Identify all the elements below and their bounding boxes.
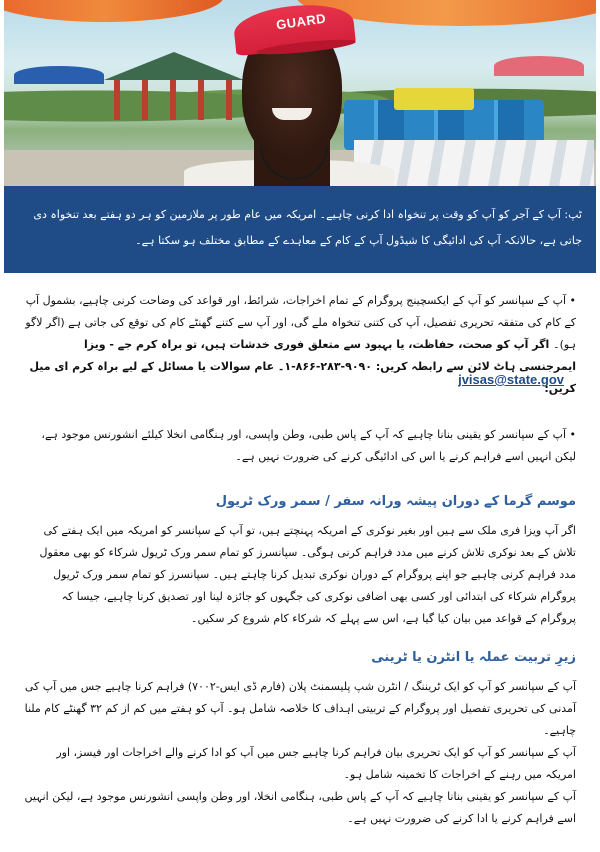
summer-work-travel-heading: موسم گرما کے دوران پیشہ ورانہ سفر / سمر ورک ٹریول (215, 494, 576, 509)
cap-label: GUARD (275, 10, 327, 33)
hotline-text: تو براہ کرم جے - ویزا ایمرجنسی ہاٹ لائن سے رابطہ کریں: ۹۰۹۰-۲۸۳-۸۶۶-۱۔ عام سوالات یا مسائل کے لیے براہ کرم ای میل کریں: (29, 338, 576, 395)
concerns-bold-text: اگر آپ کو صحت، حفاظت، یا بہبود سے متعلق فوری خدشات ہیں، (200, 338, 554, 351)
pink-umbrella (494, 56, 584, 76)
summer-work-travel-paragraph (24, 520, 576, 630)
person-smile (272, 108, 312, 120)
placement-plan-text: آپ کے سپانسر کو آپ کو ایک ٹریننگ / انٹرن شپ پلیسمنٹ پلان (فارم ڈی ایس-۷۰۰۲) فراہم کرنا چاہیے جس میں آپ کی آمدنی کی تحریری تفصیل اور پروگرام کے تربیتی اہداف کا خلاصہ شامل ہو۔ (24, 680, 576, 715)
gazebo-pillars (114, 80, 234, 120)
gazebo-roof (104, 52, 244, 80)
written-statement-paragraph: آپ کے سپانسر کو آپ کو ایک تحریری بیان فراہم کرنا چاہیے جس میں آپ کو ادا کرنے والے اخراجات اور فیسز، اور امریکہ میں رہنے کے اخراجات کا تخمینہ شامل ہو۔ (56, 746, 576, 781)
tip-text: ٹپ: آپ کے آجر کو آپ کو وقت پر تنخواہ ادا کرنی چاہیے۔ امریکہ میں عام طور پر ملازمین کو ہر دو ہفتے بعد تنخواہ دی جاتی ہے، حالانکہ آپ کی ادائیگی کا شیڈول آپ کے کام کے معاہدے کے مطابق مختلف ہو سکتا ہے۔ (33, 208, 582, 247)
intern-trainee-heading: زیرِ تربیت عملہ یا انٹرن یا ٹرینی (371, 650, 576, 665)
job-change-help-text: سپانسرز کو تمام سمر ورک ٹریول شرکاء کو بھی معقول مدد فراہم کرنی چاہیے جو اپنے پروگرام کے دوران نوکری تبدیل کرنا چاہتے ہیں۔ (39, 546, 576, 581)
orange-umbrella-left (4, 0, 224, 22)
job-vetting-text: سپانسرز کو تمام سمر ورک ٹریول پروگرام شرکاء کی ابتدائی اور کسی بھی اضافی نوکری کی جگہوں کو جائزہ لینا اور تصدیق کرنا چاہیے، جیسا کہ پروگرام کے قواعد میں بیان کیا گیا ہے، اس سے پہلے کہ شرکاء کام شروع کر سکیں۔ (53, 568, 576, 625)
email-link[interactable]: jvisas@state.gov (458, 372, 564, 387)
trainee-insurance-paragraph: آپ کے سپانسر کو یقینی بنانا چاہیے کہ آپ کے پاس طبی، ہنگامی انخلا، اور وطن واپسی انشورنس موجود ہے، لیکن انہیں اسے فراہم کرنے یا ادا کرنے کی ضرورت نہیں ہے۔ (24, 790, 576, 825)
lifeguard-photo (4, 0, 596, 186)
pool-sign (394, 88, 474, 110)
job-search-help-text: اگر آپ ویزا فری ملک سے ہیں اور بغیر نوکری کے امریکہ پہنچتے ہیں، تو آپ کے سپانسر کو امریکہ میں ایک ہفتے کی تلاش کے بعد نوکری تلاش کرنے میں مدد فراہم کرنی ہوگی۔ (43, 524, 576, 559)
placement-plan-paragraph (24, 676, 576, 742)
weekly-hours-text: آپ کو ہفتے میں کم از کم ۳۲ گھنٹے کام ملنا چاہیے۔ (24, 702, 576, 737)
insurance-paragraph: • آپ کے سپانسر کو یقینی بنانا چاہیے کہ آپ کے پاس طبی، وطن واپسی، اور ہنگامی انخلا کیلئے انشورنس موجود ہے، لیکن انہیں اسے فراہم کرنے یا اس کی ادائیگی کرنے کی ضرورت نہیں ہے۔ (41, 428, 576, 463)
sponsor-expenses-line1: • آپ کے سپانسر کو آپ کے ایکسچینج پروگرام کے تمام اخراجات، شرائط، اور قواعد کی وضاحت کرنی چاہیے، بشمول آپ کے کام کی متفقہ تحریری تفصیل، (25, 294, 576, 329)
sponsor-expenses-line2: آپ کی کتنی تنخواہ ملے گی، اور آپ سے کتنے گھنٹے کام کی توقع کی جاتی ہے (اگر لاگو ہو)۔ (25, 316, 576, 351)
blue-umbrella (14, 66, 104, 84)
tip-banner (4, 186, 596, 273)
